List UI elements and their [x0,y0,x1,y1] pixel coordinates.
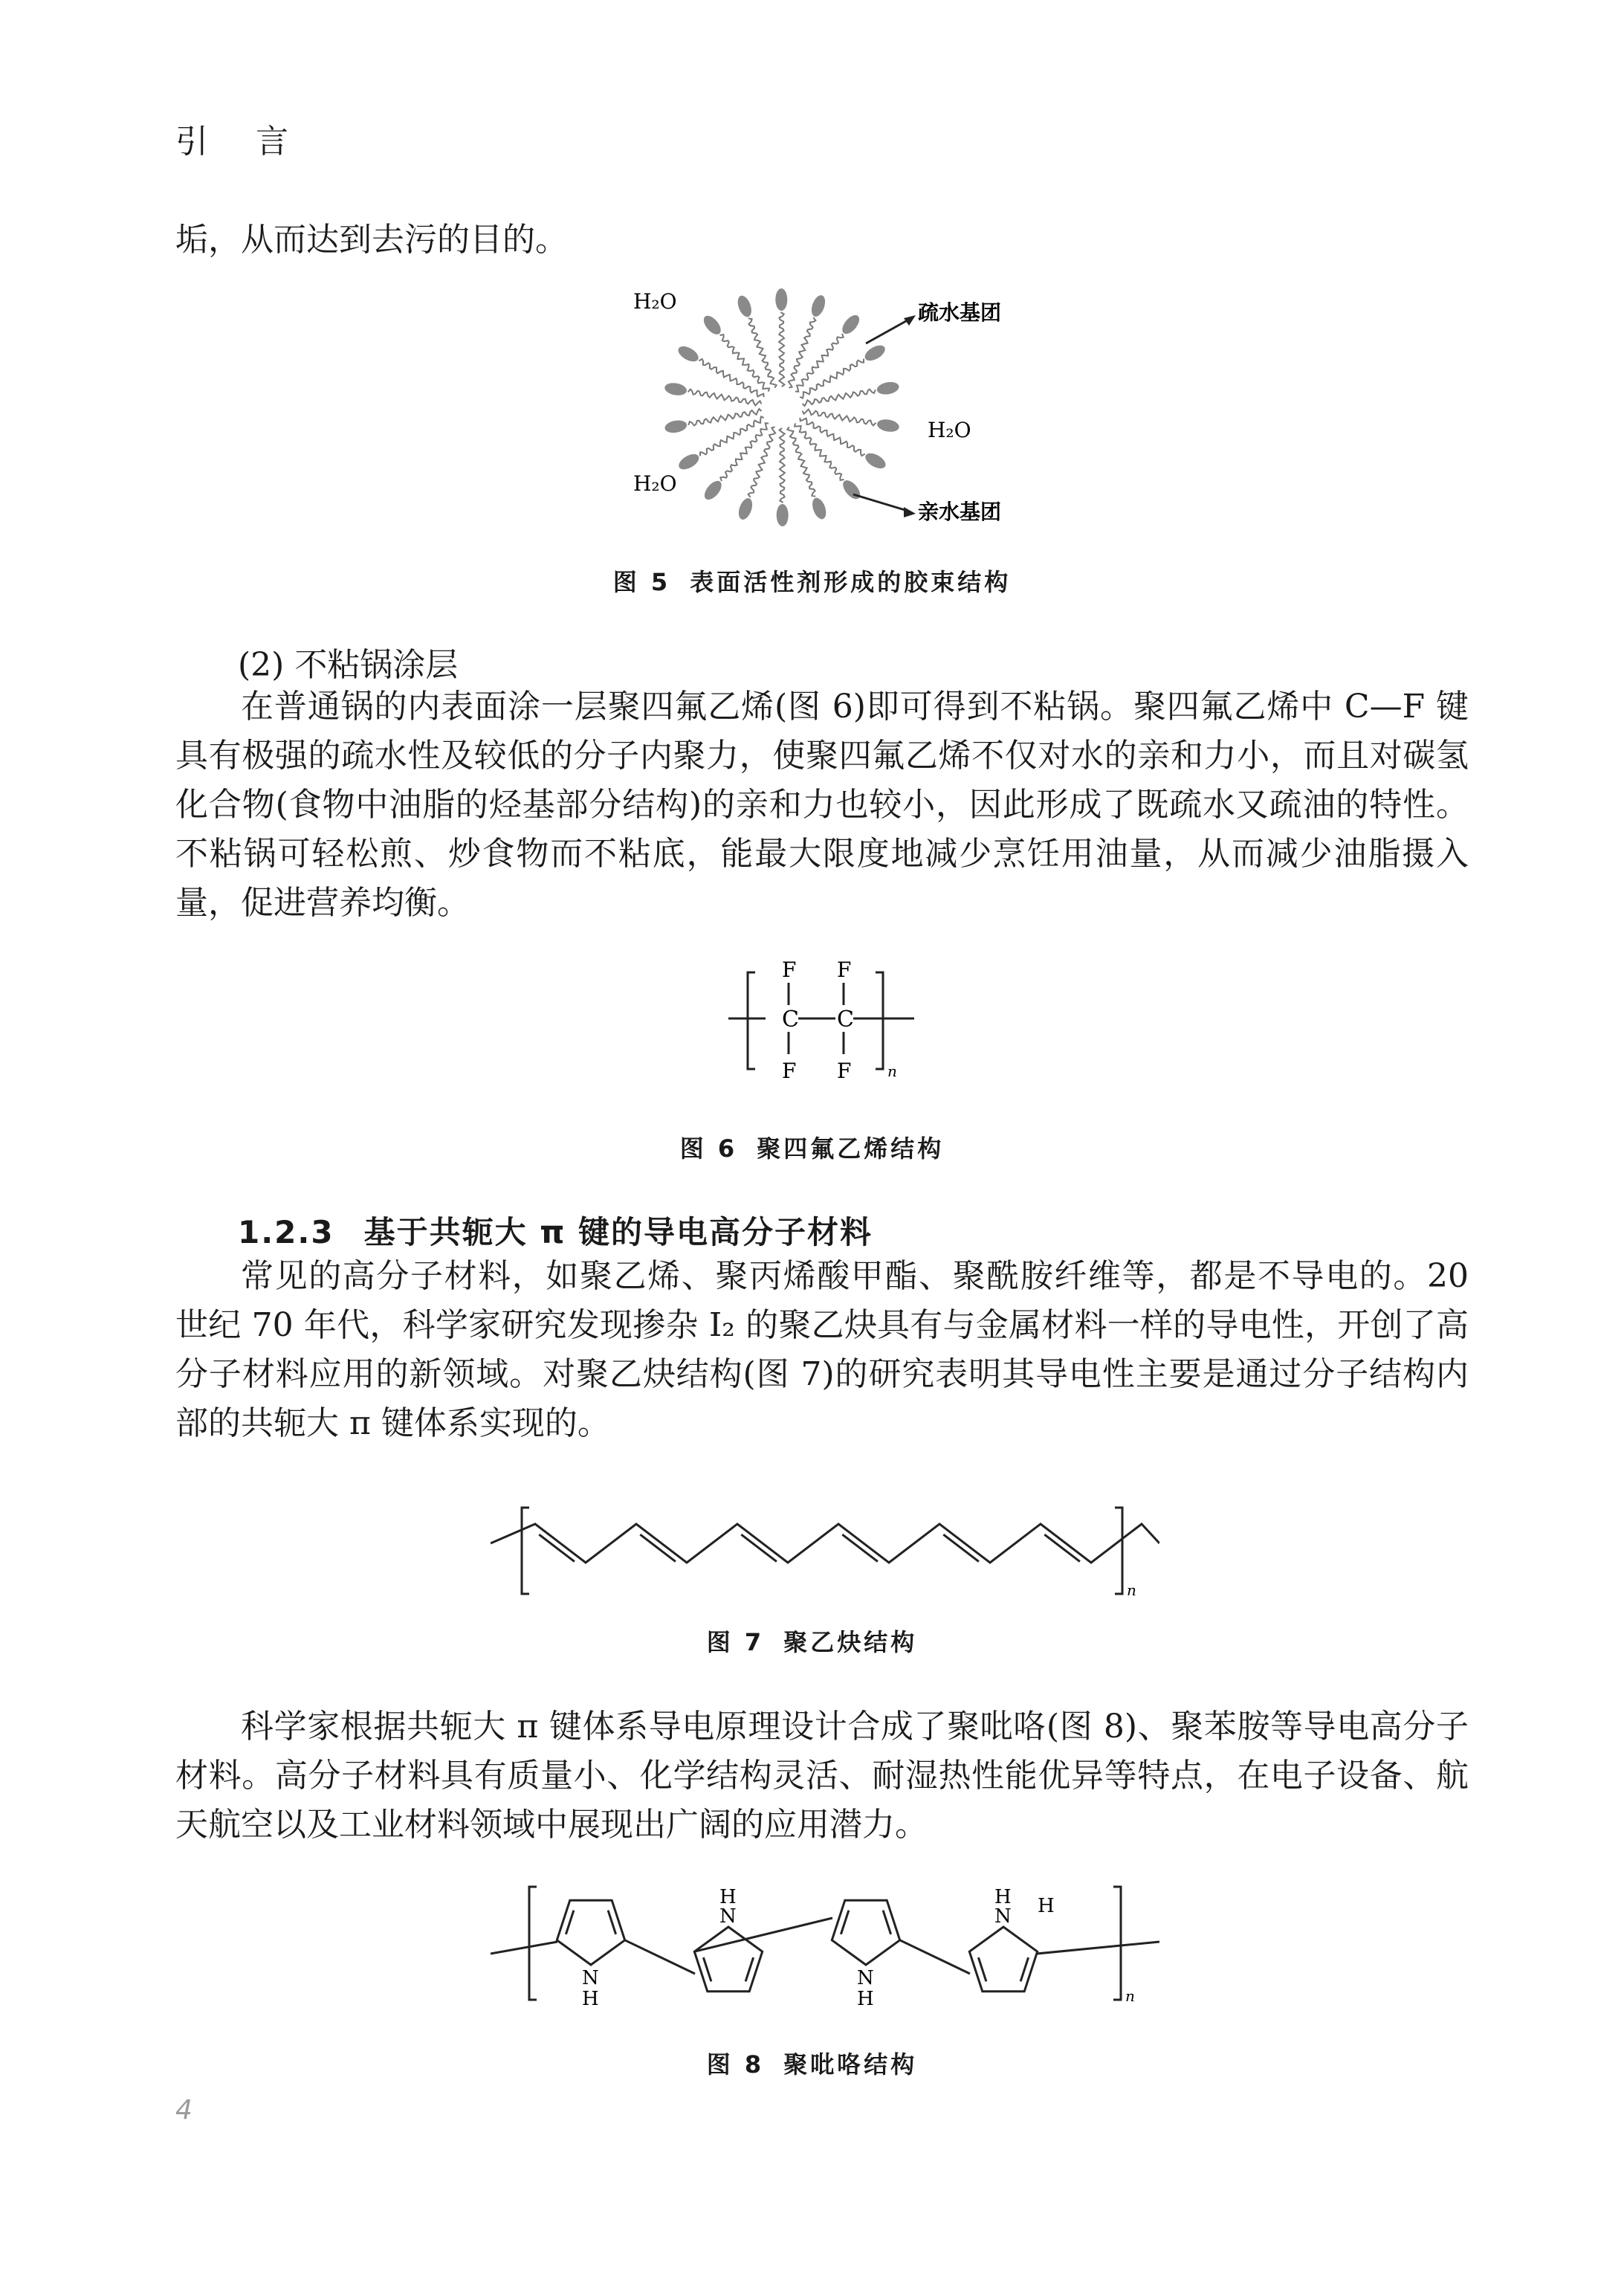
pyrrole-n-label: N [994,1905,1012,1928]
surfactant-tail [720,335,770,391]
figure5-caption-text: 表面活性剂形成的胶束结构 [690,568,1012,596]
figure8-caption-number: 图 8 [706,2050,765,2079]
surfactant-head [735,294,754,319]
figure5-caption [0,564,1624,598]
pyrrole-n-label: N [857,1967,874,1989]
surfactant-head [876,381,900,396]
pyrrole-double-bonds [841,1911,890,1934]
figure6-caption-text: 聚四氟乙烯结构 [757,1134,945,1163]
ptfe-structure [728,952,922,1093]
surfactant-tail [803,390,876,406]
ptfe-right-bracket [876,972,883,1069]
ptfe-fluorine-1: F [782,958,797,982]
hydrophobic-label: 疏水基团 [918,300,1002,325]
surfactant-head [676,343,701,365]
pyrrole-n-label: N [719,1905,737,1928]
surfactant-tail [789,317,816,387]
pyrrole-double-bonds [978,1957,1028,1981]
pyrrole-h-label: H [582,1988,599,2010]
conductive-polymer-paragraph: 常见的高分子材料，如聚乙烯、聚丙烯酸甲酯、聚酰胺纤维等，都是不导电的。20 世纪 70 年代，科学家研究发现掺杂 I₂ 的聚乙炔具有与金属材料一样的导电性，开创了高分子材料应用的新领域。对聚乙炔结构(图 7)的研究表明其导电性主要是通过分子结构内部的共轭大 π 键体系实现的。 [175,1257,1469,1442]
surfactant-head [876,418,900,433]
polyacetylene-subscript-n: n [1127,1581,1136,1598]
polypyrrole-paragraph: 科学家根据共轭大 π 键体系导电原理设计合成了聚吡咯(图 8)、聚苯胺等导电高分子材料。高分子材料具有质量小、化学结构灵活、耐湿热性能优异等特点，在电子设备、航天航空以及工业材料领域中展现出广阔的应用潜力。 [175,1708,1469,1844]
surfactant-tail [748,318,777,387]
ptfe-carbon-1: C [782,1007,799,1033]
subsection-heading-nonstick: (2) 不粘锅涂层 [238,646,459,684]
header-char-left: 引 [175,123,214,161]
surfactant-tail [795,423,844,480]
micelle-figure [609,275,1055,550]
surfactant-head [775,288,787,311]
surfactant-head [862,342,887,364]
ptfe-subscript-n: n [887,1062,897,1080]
figure6-caption [0,1130,1624,1164]
ptfe-left-bracket [748,972,755,1069]
surfactant-head [809,294,827,319]
polyacetylene-left-bracket [522,1508,529,1594]
section-title: 基于共轭大 π 键的导电高分子材料 [363,1214,873,1250]
figure7-caption-text: 聚乙炔结构 [783,1628,918,1656]
ptfe-carbon-2: C [837,1007,854,1033]
surfactant-head [702,478,725,503]
surfactant-head [664,419,688,434]
micelle-surfactants [664,288,900,526]
polyacetylene-structure [491,1502,1159,1598]
surfactant-tail [748,427,776,497]
surfactant-tail [779,312,784,387]
section-heading [238,1208,873,1253]
polypyrrole-rings [491,1886,1159,2010]
pyrrole-end-bond [1037,1942,1159,1954]
surfactant-tail [795,334,844,392]
surfactant-head [777,504,789,526]
pyrrole-h-label: H [994,1886,1012,1908]
nonstick-paragraph: 在普通锅的内表面涂一层聚四氟乙烯(图 6)即可得到不粘锅。聚四氟乙烯中 C—F 键具有极强的疏水性及较低的分子内聚力，使聚四氟乙烯不仅对水的亲和力小，而且对碳氢化合物(食物中油脂的烃基部分结构)的亲和力也较小，因此形成了既疏水又疏油的特性。不粘锅可轻松煎、炒食物而不粘底，能最大限度地减少烹饪用油量，从而减少油脂摄入量，促进营养均衡。 [175,688,1469,922]
surfactant-tail [800,418,864,456]
intro-line: 垢，从而达到去污的目的。 [175,221,568,259]
pyrrole-n-label: N [582,1967,599,1989]
pyrrole-link [694,1918,832,1951]
hydrophilic-arrowhead [904,507,916,517]
pyrrole-link [625,1940,695,1974]
surfactant-tail [720,423,769,481]
pyrrole-double-bonds [566,1911,615,1934]
ptfe-fluorine-3: F [782,1059,797,1083]
surfactant-head [809,496,828,521]
running-header [175,114,294,162]
pyrrole-end-bond [491,1942,557,1954]
pyrrole-4-h: H [1038,1895,1055,1917]
figure7-caption [0,1624,1624,1658]
section-number: 1.2.3 [238,1214,334,1250]
surfactant-tail [688,409,761,425]
polyacetylene-chain [491,1524,1159,1563]
hydrophilic-label: 亲水基团 [918,500,1002,524]
polypyrrole-subscript-n: n [1125,1987,1135,2005]
surfactant-tail [787,427,815,496]
surfactant-head [736,497,754,522]
polyacetylene-right-bracket [1115,1508,1122,1594]
figure5-caption-number: 图 5 [612,568,671,596]
surfactant-head [676,451,702,473]
page-number: 4 [175,2095,193,2125]
polypyrrole-structure [491,1859,1159,2029]
surfactant-head [664,381,688,397]
surfactant-tail [780,428,785,503]
ptfe-fluorine-2: F [837,958,852,982]
pyrrole-link [900,1940,970,1974]
hydrophobic-arrow [866,318,911,343]
ptfe-fluorine-4: F [837,1059,852,1083]
surfactant-head [700,313,724,338]
surfactant-head [840,477,864,502]
h2o-label-bottom-left: H₂O [633,471,677,496]
header-char-right: 言 [256,123,294,161]
figure8-caption-text: 聚吡咯结构 [783,2050,918,2079]
pyrrole-h-label: H [857,1988,874,2010]
surfactant-tail [699,359,763,397]
surfactant-head [863,451,888,472]
figure8-caption [0,2046,1624,2080]
surfactant-head [839,312,862,337]
h2o-label-top-left: H₂O [633,289,677,314]
pyrrole-h-label: H [719,1886,737,1908]
hydrophobic-arrowhead [904,315,916,326]
hydrophilic-arrow [853,494,910,511]
figure7-caption-number: 图 7 [706,1628,765,1656]
pyrrole-double-bonds [703,1957,753,1981]
polypyrrole-right-bracket [1113,1887,1121,2000]
polypyrrole-left-bracket [529,1887,537,2000]
figure6-caption-number: 图 6 [679,1134,738,1163]
polyacetylene-double-bonds [539,1534,1080,1561]
h2o-label-right: H₂O [928,418,971,442]
